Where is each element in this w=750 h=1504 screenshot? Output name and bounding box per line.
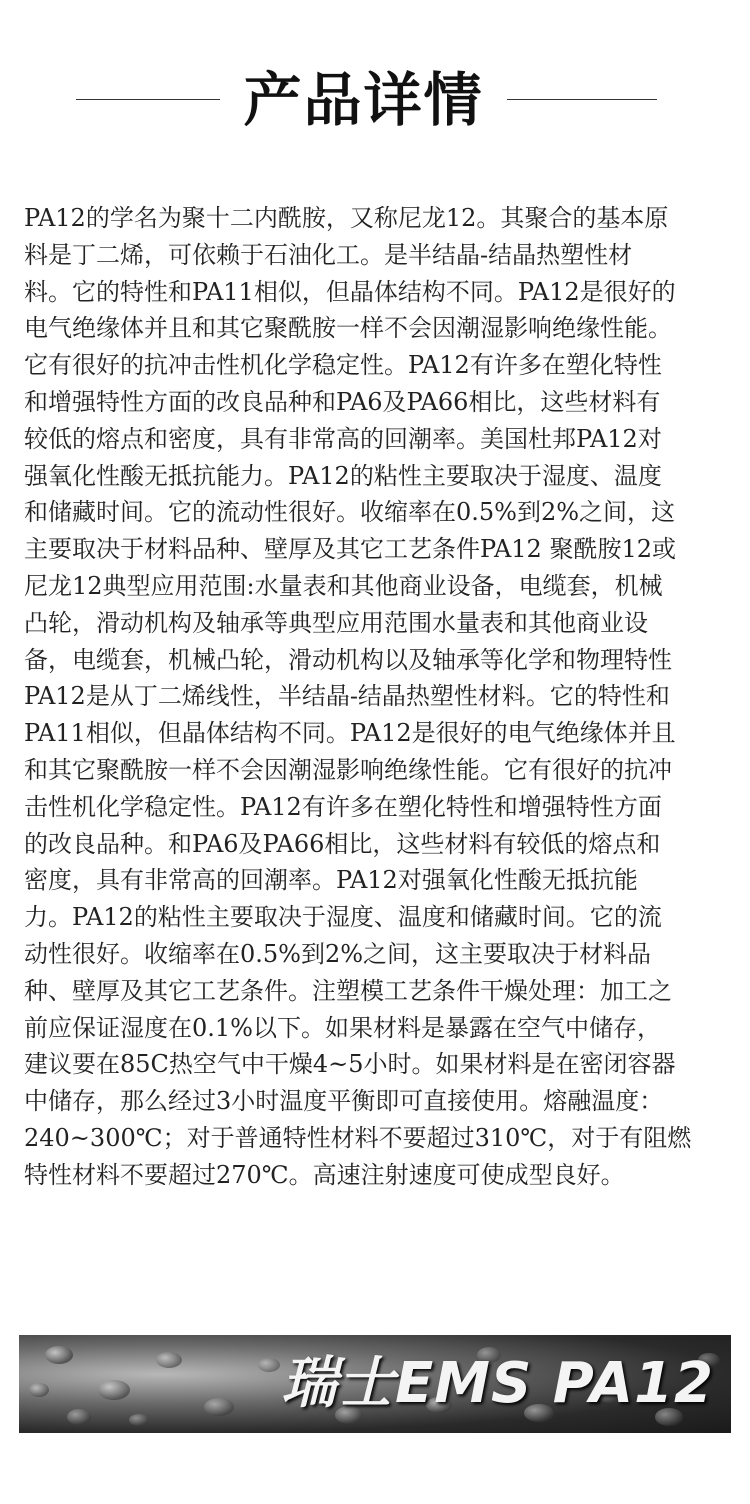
product-description: PA12的学名为聚十二内酰胺，又称尼龙12。其聚合的基本原 料是丁二烯，可依赖于石油化工。是半结晶-结晶热塑性材 料。它的特性和PA11相似，但晶体结构不同。PA12是很好的 电气绝缘体并且和其它聚酰胺一样不会因潮湿影响绝缘性能。 它有很好的抗冲击性机化学稳定性。PA12有许多在塑化特性 和增强特性方面的改良品种和PA6及PA66相比，这些材料有 较低的熔点和密度，具有非常高的回潮率。美国杜邦PA12对 强氧化性酸无抵抗能力。PA12的粘性主要取决于湿度、温度 和储藏时间。它的流动性很好。收缩率在0.5%到2%之间，这 主要取决于材料品种、壁厚及其它工艺条件PA12 聚酰胺12或 尼龙12典型应用范围:水量表和其他商业设备，电缆套，机械 凸轮，滑动机构及轴承等典型应用范围水量表和其他商业设 备，电缆套，机械凸轮，滑动机构以及轴承等化学和物理特性 PA12是从丁二烯线性，半结晶-结晶热塑性材料。它的特性和 PA11相似，但晶体结构不同。PA12是很好的电气绝缘体并且 和其它聚酰胺一样不会因潮湿影响绝缘性能。它有很好的抗冲 击性机化学稳定性。PA12有许多在塑化特性和增强特性方面 的改良品种。和PA6及PA66相比，这些材料有较低的熔点和 密度，具有非常高的回潮率。PA12对强氧化性酸无抵抗能 力。PA12的粘性主要取决于湿度、温度和储藏时间。它的流 动性很好。收缩率在0.5%到2%之间，这主要取决于材料品 种、壁厚及其它工艺条件。注塑模工艺条件干燥处理：加工之 前应保证湿度在0.1%以下。如果材料是暴露在空气中储存， 建议要在85C热空气中干燥4~5小时。如果材料是在密闭容器 中储存，那么经过3小时温度平衡即可直接使用。熔融温度： 240~300℃；对于普通特性材料不要超过310℃，对于有阻燃 特性材料不要超过270℃。高速注射速度可使成型良好。: [24, 204, 692, 1189]
title-divider-left: [76, 99, 220, 100]
title-divider-right: [507, 99, 657, 100]
section-header: [0, 60, 750, 140]
product-banner: [19, 1335, 731, 1433]
page-title: 产品详情: [243, 66, 484, 134]
banner-title: 瑞士EMS PA12: [281, 1351, 714, 1416]
